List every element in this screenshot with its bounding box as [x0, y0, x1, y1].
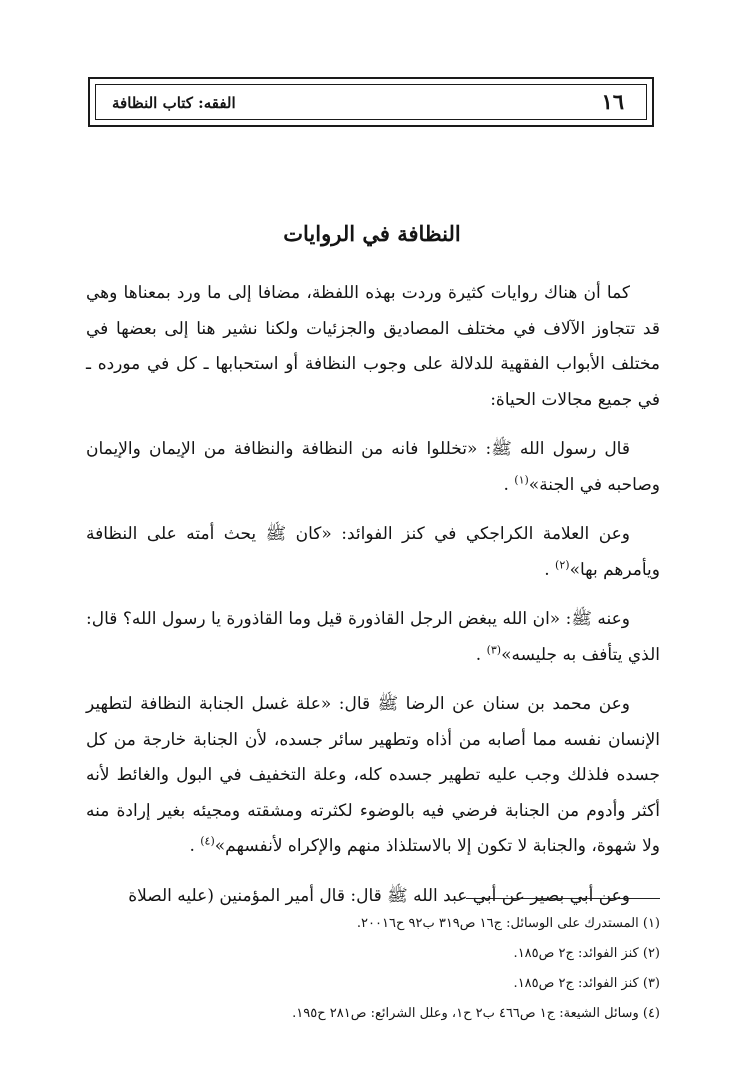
running-header-inner-frame [95, 84, 647, 120]
running-header [88, 77, 654, 127]
footnote-ref-4: (٤) [200, 834, 215, 848]
paragraph-intro: كما أن هناك روايات كثيرة وردت بهذه اللفظة، مضافا إلى ما ورد بمعناها وهي قد تتجاوز الآلاف في مختلف المصاديق والجزئيات ولكنا نشير هنا إلى بعضها في مختلف الأبواب الفقهية للدلالة على وجوب النظافة أو استحبابها ـ كل في مورده ـ في جميع مجالات الحياة: [86, 283, 660, 410]
hadith-3-period: . [475, 644, 482, 665]
paragraph-hadith-3 [86, 602, 660, 673]
footnote-4: (٤) وسائل الشيعة: ج١ ص٤٦٦ ب٢ ح١، وعلل الشرائع: ص٢٨١ ح١٩٥. [292, 1006, 660, 1021]
footnote-2: (٢) كنز الفوائد: ج٢ ص١٨٥. [513, 946, 660, 961]
footnote-1: (١) المستدرك على الوسائل: ج١٦ ص٣١٩ ب٩٢ ح٢٠٠١٦. [356, 916, 660, 931]
footnote-3: (٣) كنز الفوائد: ج٢ ص١٨٥. [513, 976, 660, 991]
paragraph-hadith-5: وعن أبي بصير عن أبي عبد الله ﷺ قال: قال أمير المؤمنين (عليه الصلاة [128, 885, 630, 906]
hadith-1-text: قال رسول الله ﷺ: «تخللوا فانه من النظافة والنظافة من الإيمان والإيمان وصاحبه في الجنة» [86, 439, 660, 495]
paragraph-hadith-1 [86, 432, 660, 503]
hadith-3-text: وعنه ﷺ: «ان الله يبغض الرجل القاذورة قيل وما القاذورة يا رسول الله؟ قال: الذي يتأفف به جليسه» [86, 609, 660, 665]
footnote-ref-3: (٣) [486, 642, 502, 656]
hadith-2-period: . [544, 559, 550, 580]
footnote-separator [466, 898, 660, 899]
hadith-4-period: . [189, 836, 195, 856]
page-number: ١٦ [601, 89, 624, 114]
hadith-4-text: وعن محمد بن سنان عن الرضا ﷺ قال: «علة غسل الجنابة النظافة لتطهير الإنسان نفسه مما أصابه من أذاه وتطهير سائر جسده، لأن الجنابة خارجة من كل جسده فلذلك وجب عليه تطهير جسده كله، وعلة التخفيف في البول والغائط لأنه أكثر وأدوم من الجنابة فرضي فيه بالوضوء لكثرته ومشقته ومجيئه بغير إرادة منه ولا شهوة، والجنابة لا تكون إلا بالاستلذاذ منهم والإكراه لأنفسهم» [86, 694, 660, 856]
section-title: النظافة في الروايات [283, 221, 461, 246]
paragraph-hadith-2 [86, 517, 660, 588]
hadith-2-text: وعن العلامة الكراجكي في كنز الفوائد: «كان ﷺ يحث أمته على النظافة ويأمرهم بها» [86, 524, 660, 580]
hadith-1-period: . [503, 474, 509, 495]
footnote-ref-1: (١) [514, 472, 529, 486]
body-text [86, 276, 660, 914]
footnote-ref-2: (٢) [555, 557, 570, 571]
running-title: الفقه: كتاب النظافة [112, 94, 236, 112]
footnotes [86, 909, 660, 1029]
paragraph-hadith-4 [86, 687, 660, 865]
